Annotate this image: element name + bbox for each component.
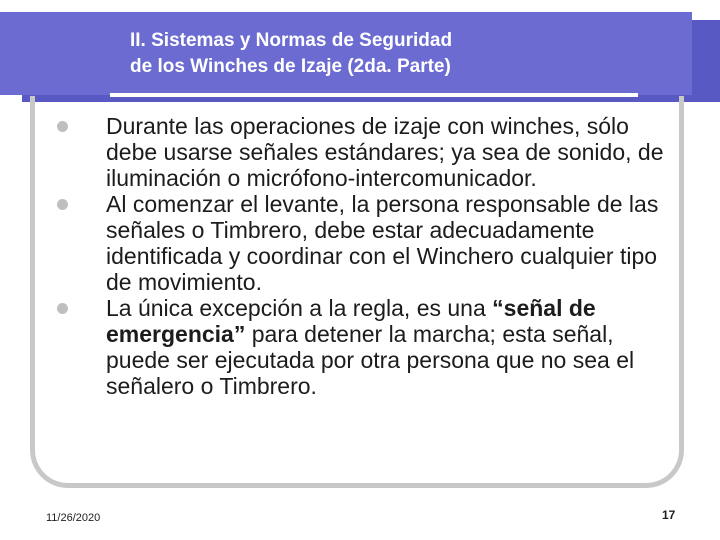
slide-title-line-1: II. Sistemas y Normas de Seguridad [130, 30, 453, 51]
bullet-dot-icon [57, 303, 68, 314]
page-number: 17 [662, 508, 676, 522]
bullet-item [56, 295, 676, 399]
emergency-signal-emphasis: “señal de emergencia” [106, 295, 596, 347]
slide-title-line-2: de los Winches de Izaje (2da. Parte) [130, 56, 451, 77]
footer-date: 11/26/2020 [46, 512, 101, 524]
bullet-list [56, 113, 676, 399]
slide-title [130, 28, 590, 80]
bullet-text: Al comenzar el levante, la persona responsable de las señales o Timbrero, debe estar adecuadamente identificada y coordinar con el Winchero cualquier tipo de movimiento. [106, 191, 659, 295]
bullet-item [56, 191, 676, 295]
bullet-dot-icon [57, 121, 68, 132]
bullet-item [56, 113, 676, 191]
bullet-text: Durante las operaciones de izaje con winches, sólo debe usarse señales estándares; ya sea de sonido, de iluminación o micrófono-intercomunicador. [106, 113, 664, 191]
bullet-text-lead: La única excepción a la regla, es una [106, 295, 493, 321]
bullet-dot-icon [57, 199, 68, 210]
bullet-text-tail: para detener la marcha; esta señal, puede ser ejecutada por otra persona que no sea el señalero o Timbrero. [106, 321, 635, 399]
